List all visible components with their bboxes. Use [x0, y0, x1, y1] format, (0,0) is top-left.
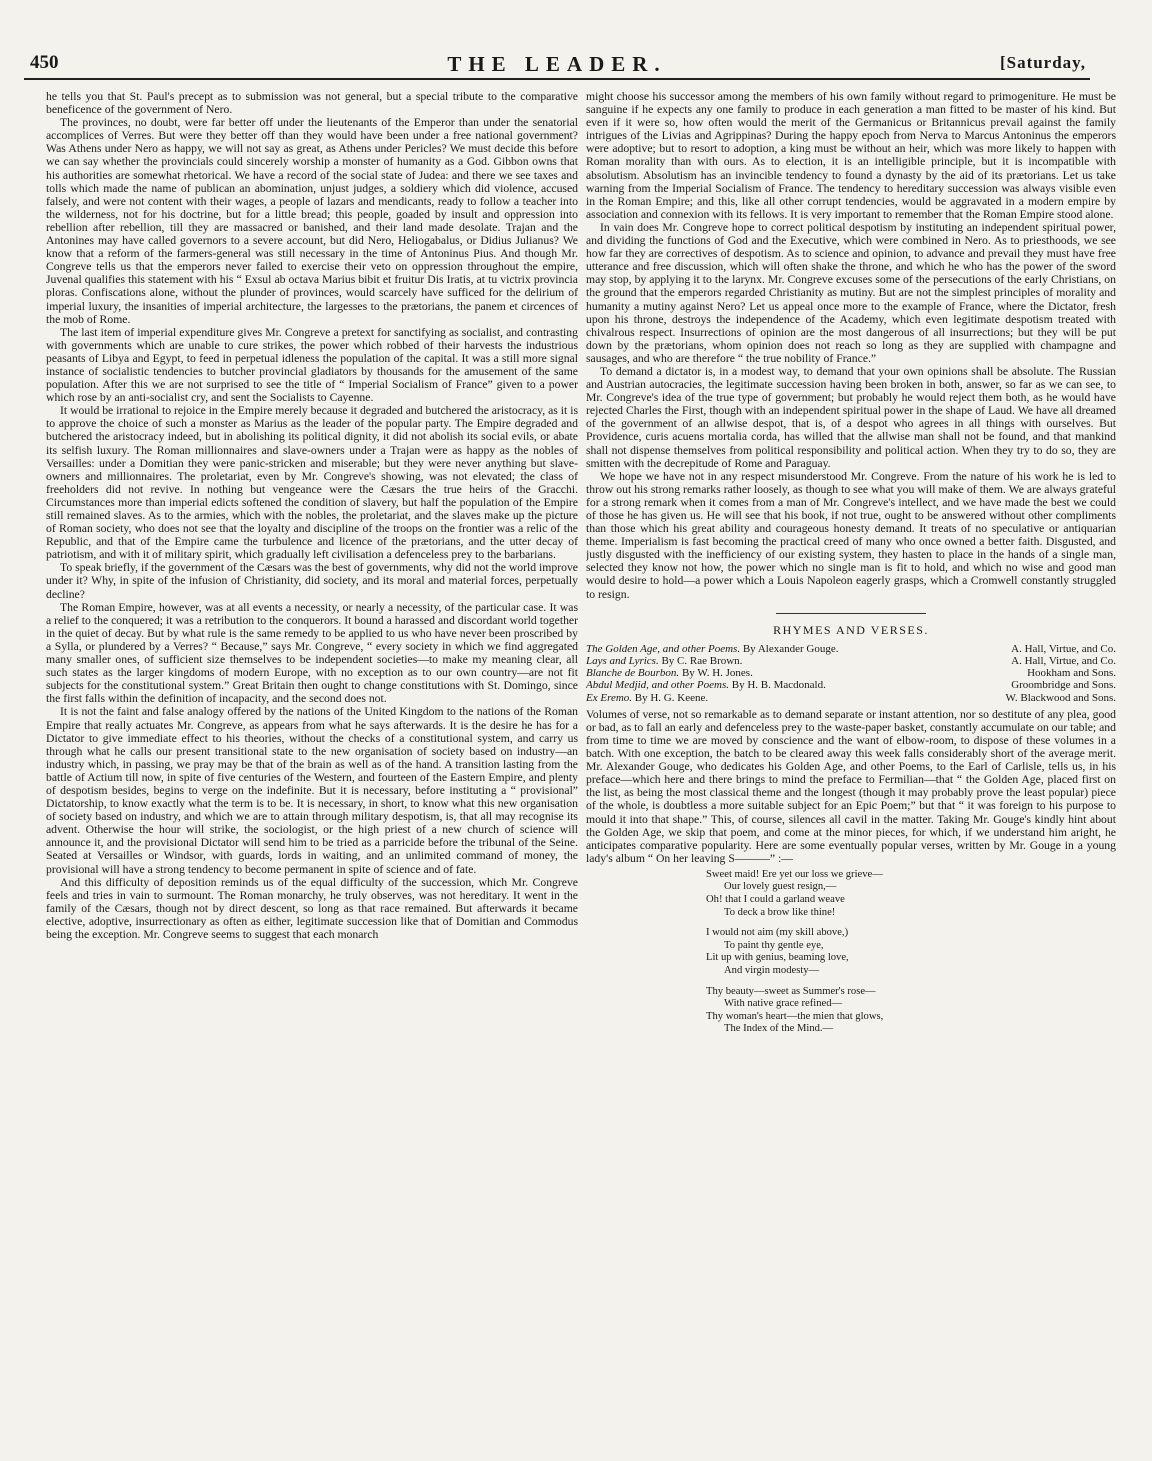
book-entry — [586, 692, 1116, 704]
book-title: The Golden Age, and other Poems. — [586, 642, 741, 655]
paragraph: And this difficulty of deposition reminds us of the equal difficulty of the succession, which Mr. Congreve feels and tries in vain to surmount. The Roman monarchy, he truly observes, was not hereditary. It went in the family of the Cæsars, though not by direct descent, so long as that race remained. But afterwards it became elective, adoptive, insurrectionary as often as either, legitimate succession like that of Domitian and Commodus being the exception. Mr. Congreve seems to suggest that each monarch — [46, 875, 578, 941]
poem-line: Lit up with genius, beaming love, — [706, 952, 849, 964]
poem-line: With native grace refined— — [724, 998, 843, 1010]
paragraph: he tells you that St. Paul's precept as to submission was not general, but a special tribute to the comparative beneficence of the government of Nero. — [46, 90, 578, 117]
book-publisher: A. Hall, Virtue, and Co. — [1011, 654, 1116, 667]
section-divider — [776, 613, 926, 614]
paragraph: might choose his successor among the members of his own family without regard to primogeniture. He must be sanguine if he expects any one family to produce in each generation a man fitted to be master of his kind. But even if it were so, how often would the merit of the Germanicus or Britannicus prevail against the family intrigues of the Livias and Agrippinas? During the happy epoch from Nerva to Marcus Antoninus the emperors were adoptive; but to resort to adoption, a king must be without an heir, which was more likely to happen with Roman morality than with ours. As to election, it is an intelligible principle, but it is incompatible with absolutism. Absolutism has an invincible tendency to found a dynasty by the aid of its prætorians. Let us take warning from the Imperial Socialism of France. The tendency to hereditary succession was always visible even in the Roman Empire; and this, like all other corrupt tendencies, would be aggravated in a modern empire by association and connexion with its fellows. It is very important to remember that the Roman Empire stood alone. — [586, 90, 1116, 221]
book-publisher: W. Blackwood and Sons. — [1005, 691, 1116, 704]
poem-stanza — [706, 869, 1116, 919]
poem-line: Thy woman's heart—the mien that glows, — [706, 1010, 884, 1022]
poem — [706, 869, 1116, 1036]
paragraph: In vain does Mr. Congreve hope to correct political despotism by instituting an independent spiritual power, and dividing the functions of God and the Executive, which were combined in Nero. As to priesthoods, we see how far they are correctives of despotism. As to science and opinion, to advance and prevail they must have free utterance and free discussion, which will often shake the throne, and which he who has the power of the sword may stop, by applying it to the larynx. Mr. Congreve excuses some of the persecutions of the early Christians, on the ground that the emperors regarded Christianity as mutiny. But are not the simplest principles of morality and humanity a mutiny against Nero? Let us appeal once more to the example of France, where the Dictator, fresh upon his throne, destroys the independence of the Academy, which even legitimate despotism treated with chivalrous respect. Insurrections of opinion are the most dangerous of all insurrections; but they will be put down by the prætorians, whom opinion does not reach so long as they are supplied with champagne and sausages, and who are therefore “ the true nobility of France.” — [586, 220, 1116, 365]
poem-line: And virgin modesty— — [724, 965, 820, 977]
book-publisher: Groombridge and Sons. — [1011, 679, 1116, 692]
right-column — [586, 90, 1116, 1450]
book-entry — [586, 679, 1116, 691]
page-number: 450 — [30, 52, 59, 73]
paragraph: The provinces, no doubt, were far better off under the lieutenants of the Emperor than under the senatorial accomplices of Verres. But were they better off than they would have been under a free national government? Was Athens under Nero as happy, we will not say as great, as Athens under Pericles? We must decide this before we can say whether the provincials could sincerely worship a monster of humanity as a God. Gibbon owns that his authorities are somewhat rhetorical. We have a record of the social state of Judea: and there we see taxes and tolls which made the name of publican an abomination, unjust judges, a soldiery which did violence, accused falsely, and were not content with their wages, a people of lazars and mendicants, ready to follow a teacher into the wilderness, not for his doctrine, but for a little bread; this people, goaded by insult and oppression into rebellion after rebellion, till they are massacred or banished, and their land made desolate. Trajan and the Antonines may have called governors to a severe account, but did Nero, Heliogabalus, or Didius Julianus? We know that a reform of the farmers-general was still necessary in the time of Antoninus Pius. And though Mr. Congreve tells us that the emperors never failed to exercise their veto on oppression throughout the empire, Juvenal qualifies this statement with his “ Exsul ab octava Marius bibit et fruitur Dis Iratis, at tu victrix provincia ploras. Confiscations alone, without the plunder of provinces, would scarcely have sufficed for the delirium of imperial luxury, the insanities of imperial architecture, the largesses to the prætorians, the panem et circences of the mob of Rome. — [46, 116, 578, 326]
book-entry — [586, 643, 1116, 655]
newspaper-title: THE LEADER. — [447, 52, 667, 76]
paragraph: To demand a dictator is, in a modest way, to demand that your own opinions shall be absolute. The Russian and Austrian autocracies, the legitimate succession having been broken in both, answer, so far as we can see, to Mr. Congreve's idea of the true type of government; but probably he would reject them both, as he would have rejected Charles the First, though with an independent spiritual power in the shape of Laud. We have all dreamed of the government of an allwise despot, that is, of a despot who agrees in all things with ourselves. But Providence, curis acuens mortalia corda, has willed that the allwise man shall not be found, and that mankind shall not dispense themselves from political responsibility and political action. When they try to do so, they are smitten with the decrepitude of Rome and Paraguay. — [586, 364, 1116, 470]
masthead — [24, 52, 1090, 80]
paragraph: We hope we have not in any respect misunderstood Mr. Congreve. From the nature of his work he is led to throw out his strong remarks rather loosely, as though to see what you will make of them. We are always grateful for a strong remark when it comes from a man of Mr. Congreve's intellect, and we have made the best we could of those he has given us. He will see that his book, if not true, ought to be answered without other compliments than those which his great ability and courageous honesty demand. It treats of no speculative or antiquarian theme. Imperialism is fast becoming the practical creed of many who once owned a better faith. Disgusted, and justly disgusted with the inefficiency of our existing system, they hasten to place in the hands of a single man, selected they know not how, the power which no single man is fit to hold, and which no wise and good man would desire to hold—a power which a Louis Napoleon eagerly grasps, which a Cromwell constantly struggled to resign. — [586, 469, 1116, 601]
poem-line: To paint thy gentle eye, — [724, 939, 824, 951]
book-publisher: A. Hall, Virtue, and Co. — [1011, 642, 1116, 655]
poem-line: I would not aim (my skill above,) — [706, 927, 849, 939]
poem-line: To deck a brow like thine! — [724, 906, 836, 918]
poem-line: Sweet maid! Ere yet our loss we grieve— — [706, 868, 883, 880]
book-author: By Alexander Gouge. — [742, 642, 839, 655]
left-column — [46, 90, 578, 1450]
book-entry — [586, 655, 1116, 667]
section-title: RHYMES AND VERSES. — [773, 622, 929, 637]
review-paragraph: Volumes of verse, not so remarkable as to demand separate or instant attention, nor so destitute of any plea, good or bad, as to fall an early and defenceless prey to the waste-paper basket, constantly accumulate on our table; and from time to time we are moved by conscience and the want of elbow-room, to dispose of these volumes in a batch. With one exception, the batch to be cleared away this week falls considerably short of the average merit. Mr. Alexander Gouge, who dedicates his Golden Age, and other Poems, to the Earl of Carlisle, tells us, in his preface—which here and there brings to mind the preface to Fermilian—that “ the Golden Age, placed first on the list, as being the most classical theme and the longest (though it may probably prove the least popular) piece of the whole, is doubtless a more suitable subject for an Epic Poem;” but that “ it was foreign to his purpose to mould it into that shape.” This, of course, silences all cavil in the matter. Taking Mr. Gouge's kindly hint about the Golden Age, we skip that poem, and come at the minor pieces, for which, if we understand him aright, he anticipates comparative popularity. Here are some eventually popular verses, written by Mr. Gouge in a young lady's album “ On her leaving S———” :— — [586, 707, 1116, 865]
book-author: By H. G. Keene. — [634, 691, 709, 704]
book-author: By W. H. Jones. — [681, 667, 753, 680]
book-author: By C. Rae Brown. — [661, 654, 743, 667]
book-title: Blanche de Bourbon. — [586, 667, 680, 680]
poem-line: Oh! that I could a garland weave — [706, 894, 845, 906]
poem-line: The Index of the Mind.— — [724, 1023, 834, 1035]
book-title: Lays and Lyrics. — [586, 654, 659, 667]
poem-line: Our lovely guest resign,— — [724, 881, 837, 893]
paragraph: The last item of imperial expenditure gives Mr. Congreve a pretext for sanctifying as socialist, and contrasting with governments which are unable to cure strikes, the power which robbed of their harvests the industrious peasants of Libya and Egypt, to feed in perpetual idleness the population of the capital. It was a still more signal instance of socialistic tendencies to butcher provincial gladiators by thousands for the amusement of the same population. After this we are not surprised to see the title of “ Imperial Socialism of France” given to a power which rose by an anti-socialist cry, and sent the Socialists to Cayenne. — [46, 325, 578, 405]
book-title: Abdul Medjid, and other Poems. — [586, 679, 729, 692]
issue-day: [Saturday, — [999, 53, 1086, 72]
book-author: By H. B. Macdonald. — [731, 679, 826, 692]
paragraph: It would be irrational to rejoice in the Empire merely because it degraded and butchered the aristocracy, as it is to approve the choice of such a monster as Marius as the leader of the popular party. The Empire degraded and butchered the aristocracy indeed, but in abolishing its political dignity, it did not abolish its social evils, or abate its selfish luxury. The Roman millionnaires and slave-owners under a Trajan were as happy as the nobles of Versailles: under a Domitian they were panic-stricken and miserable; but they were never anything but slave-owners and millionnaires. The proletariat, even by Mr. Congreve's showing, was not elevated; the class of freeholders did not revive. In nothing but vengeance were the Cæsars the true heirs of the Gracchi. Circumstances more than imperial edicts softened the condition of slavery, but half the population of the Empire still remained slaves. As to the armies, which with the nobles, the proletariat, and the slaves make up the picture of Roman society, who does not see that the loyalty and discipline of the troops on the frontier was a relic of the Republic, and that of the Empire came the turbulence and licence of the prætorians, and the utter decay of patriotism, and with it of military spirit, which gradually left civilisation a defenceless prey to the barbarians. — [46, 404, 578, 562]
paragraph: The Roman Empire, however, was at all events a necessity, or nearly a necessity, of the particular case. It was a relief to the conquered; it was a retribution to the conquerors. It bound a harassed and discordant world together in the quiet of decay. But by what rule is the same remedy to be applied to us who have never been proscribed by a Sylla, or plundered by a Verres? “ Because,” says Mr. Congreve, “ every society in which we find aggregated many smaller ones, of sufficient size themselves to be independent societies—to make my meaning clear, all such states as the larger kingdoms of modern Europe, with no exception as to our own country—are not fit subjects for the constitutional system.” Great Britain then ought to change constitutions with St. Domingo, since the first falls within the definition of incapacity, and the second does not. — [46, 600, 578, 706]
book-entry — [586, 667, 1116, 679]
book-publisher: Hookham and Sons. — [1027, 667, 1116, 680]
book-list — [586, 643, 1116, 704]
poem-stanza — [706, 986, 1116, 1036]
paragraph: To speak briefly, if the government of the Cæsars was the best of governments, why did not the world improve under it? Why, in spite of the infusion of Christianity, did society, and its moral and material forces, perpetually decline? — [46, 561, 578, 601]
book-title: Ex Eremo. — [586, 691, 633, 704]
poem-stanza — [706, 927, 1116, 977]
paragraph: It is not the faint and false analogy offered by the nations of the United Kingdom to the nations of the Roman Empire that really actuates Mr. Congreve, as appears from what he says afterwards. It is the desire he has for a Dictator to give immediate effect to his theories, without the checks of a constitutional system, and carry us through what he calls our present transitional state to the new organisation of society based on industry—an industry which, in passing, we pray may be that of the brain as well as of the hand. A transition lasting from the battle of Actium till now, in spite of five centuries of the Western, and fourteen of the Eastern Empire, and plenty of despotism besides, begins to verge on the indefinite. But it is necessary, before instituting a “ provisional” Dictatorship, to know exactly what the term is to be. It is necessary, in short, to know what this new organisation of society based on industry, and which we are to attain through military despotism, is, that all may recognise its advent. Otherwise the hour will strike, the sociologist, or the high priest of a new church of science will announce it, and the provisional Dictator will send him to be tried as a parricide before the tribunal of the Seine. Seated at Versailles or Windsor, with guards, lords in waiting, and an unlimited command of money, the provisional will have a strong tendency to become permanent in spite of science and of fate. — [46, 705, 578, 876]
poem-line: Thy beauty—sweet as Summer's rose— — [706, 985, 876, 997]
